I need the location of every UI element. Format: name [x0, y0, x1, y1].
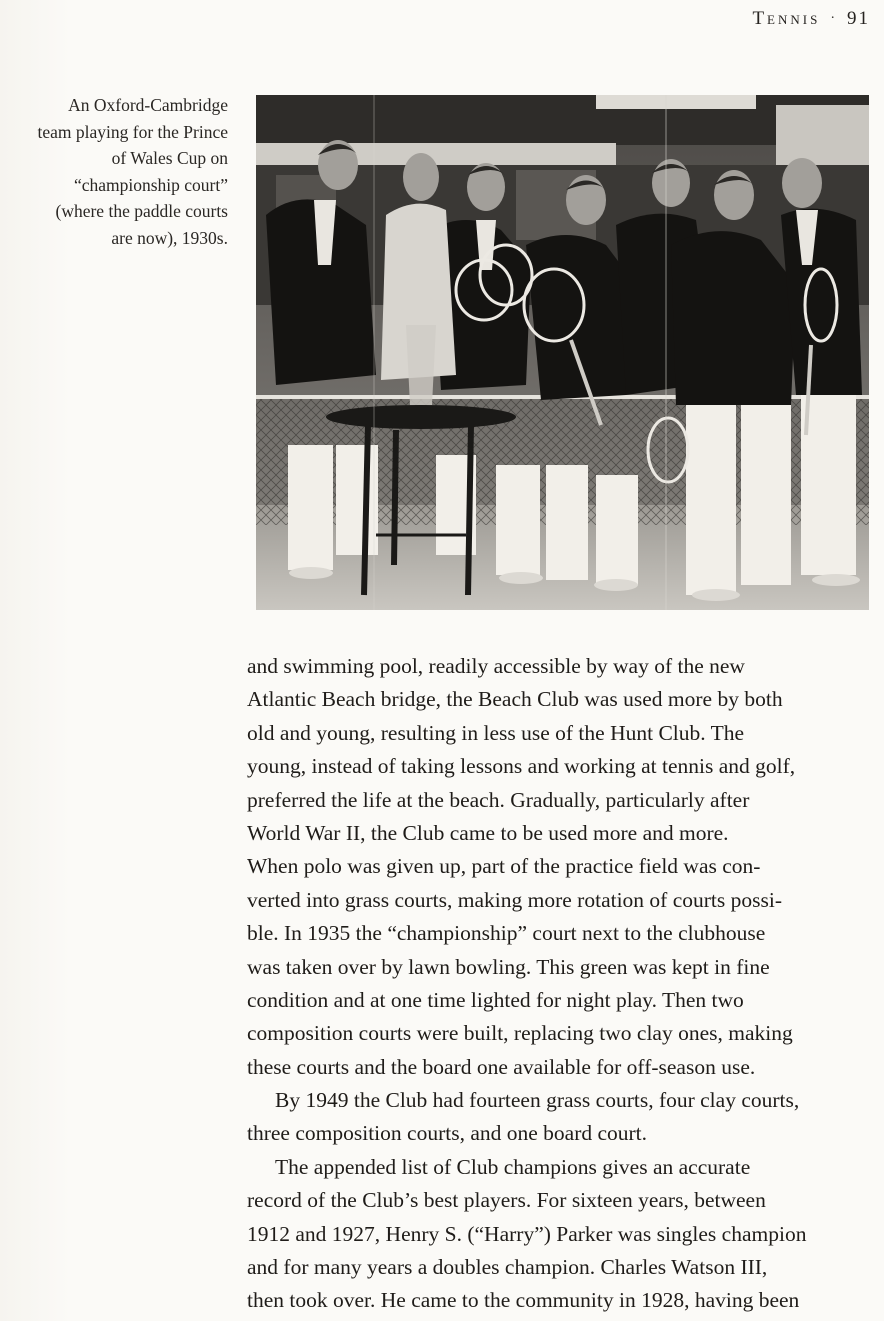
text-line-paragraph-start: By 1949 the Club had fourteen grass courts, four clay courts,: [275, 1088, 800, 1113]
text-line: record of the Club’s best players. For sixteen years, between: [247, 1188, 766, 1213]
text-line: was taken over by lawn bowling. This green was kept in fine: [247, 954, 770, 979]
chapter-title: Tennis: [752, 8, 821, 29]
caption-line: team playing for the Prince: [37, 121, 228, 142]
photo-illustration: [256, 95, 869, 610]
caption-line: (where the paddle courts: [55, 201, 228, 221]
text-line: World War II, the Club came to be used more and more.: [247, 820, 729, 845]
text-line: these courts and the board one available for off-season use.: [247, 1054, 756, 1079]
caption-line: An Oxford-Cambridge: [68, 95, 228, 115]
text-line: three composition courts, and one board court.: [247, 1121, 648, 1146]
text-line: preferred the life at the beach. Gradually, particularly after: [247, 787, 750, 812]
page-number: 91: [847, 8, 870, 29]
text-line: condition and at one time lighted for night play. Then two: [247, 987, 744, 1012]
photo-caption: [14, 92, 228, 251]
text-line: 1912 and 1927, Henry S. (“Harry”) Parker was singles champion: [247, 1221, 807, 1246]
text-line: and swimming pool, readily accessible by way of the new: [247, 654, 745, 678]
text-line: old and young, resulting in less use of the Hunt Club. The: [247, 720, 745, 745]
team-photograph: [256, 95, 869, 610]
body-text: [247, 650, 867, 1318]
text-line: ble. In 1935 the “championship” court next to the clubhouse: [247, 921, 766, 946]
text-line: young, instead of taking lessons and working at tennis and golf,: [247, 754, 796, 779]
text-line-paragraph-start: The appended list of Club champions gives an accurate: [275, 1154, 751, 1179]
header-separator: ·: [830, 11, 837, 26]
text-line: composition courts were built, replacing two clay ones, making: [247, 1021, 793, 1046]
caption-line: of Wales Cup on: [111, 148, 228, 168]
text-line: verted into grass courts, making more rotation of courts possi-: [247, 887, 783, 912]
caption-line: are now), 1930s.: [111, 227, 228, 248]
text-line: then took over. He came to the community in 1928, having been: [247, 1288, 800, 1313]
text-line: When polo was given up, part of the practice field was con-: [247, 854, 761, 879]
running-head: [752, 8, 870, 30]
caption-line: “championship court”: [73, 174, 228, 195]
text-line: Atlantic Beach bridge, the Beach Club was used more by both: [247, 687, 783, 712]
text-line: and for many years a doubles champion. Charles Watson III,: [247, 1255, 768, 1280]
